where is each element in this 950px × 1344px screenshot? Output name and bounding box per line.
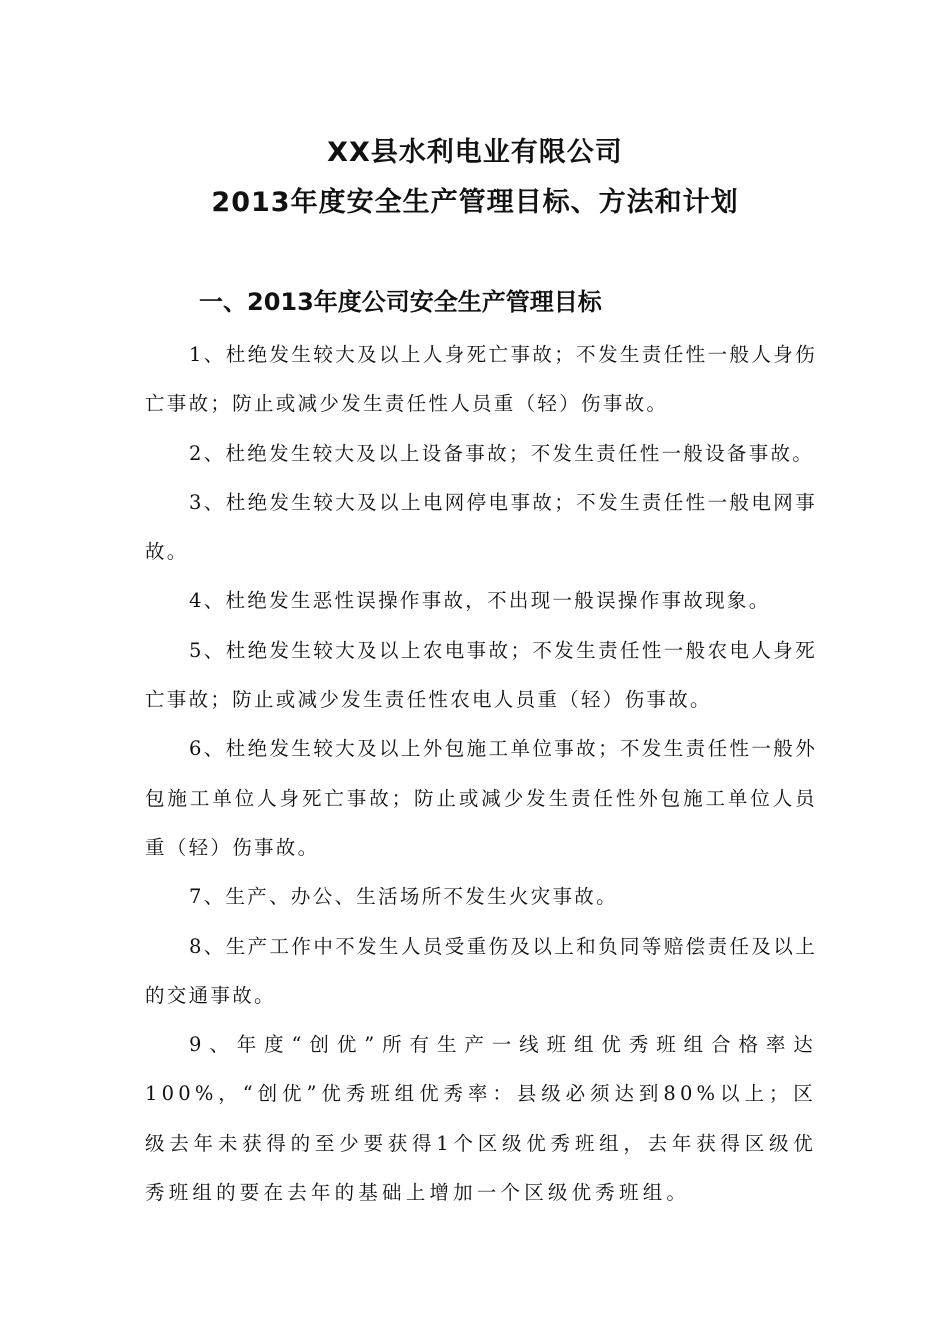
document-title-plan: 2013年度安全生产管理目标、方法和计划 <box>211 187 739 218</box>
goals-list <box>145 330 817 1217</box>
goal-item-3: 3、杜绝发生较大及以上电网停电事故；不发生责任性一般电网事故。 <box>145 490 817 564</box>
goal-item-1: 1、杜绝发生较大及以上人身死亡事故；不发生责任性一般人身伤亡事故；防止或减少发生责任性人员重（轻）伤事故。 <box>145 343 817 416</box>
goal-item-9: 9、年度“创优”所有生产一线班组优秀班组合格率达100%，“创优”优秀班组优秀率：县级必须达到80%以上；区级去年未获得的至少要获得1个区级优秀班组，去年获得区级优秀班组的要在去年的基础上增加一个区级优秀班组。 <box>145 1033 817 1205</box>
document-title-company: XX县水利电业有限公司 <box>327 137 623 168</box>
goal-item-6: 6、杜绝发生较大及以上外包施工单位事故；不发生责任性一般外包施工单位人身死亡事故；防止或减少发生责任性外包施工单位人员重（轻）伤事故。 <box>145 737 817 859</box>
goal-item-7: 7、生产、办公、生活场所不发生火灾事故。 <box>189 885 618 909</box>
goal-item-4: 4、杜绝发生恶性误操作事故，不出现一般误操作事故现象。 <box>189 589 771 613</box>
goal-item-5: 5、杜绝发生较大及以上农电事故；不发生责任性一般农电人身死亡事故；防止或减少发生责任性农电人员重（轻）伤事故。 <box>145 638 817 712</box>
goal-item-8: 8、生产工作中不发生人员受重伤及以上和负同等赔偿责任及以上的交通事故。 <box>145 934 817 1007</box>
section-heading-goals: 一、2013年度公司安全生产管理目标 <box>199 288 602 316</box>
goal-item-2: 2、杜绝发生较大及以上设备事故；不发生责任性一般设备事故。 <box>189 441 815 465</box>
